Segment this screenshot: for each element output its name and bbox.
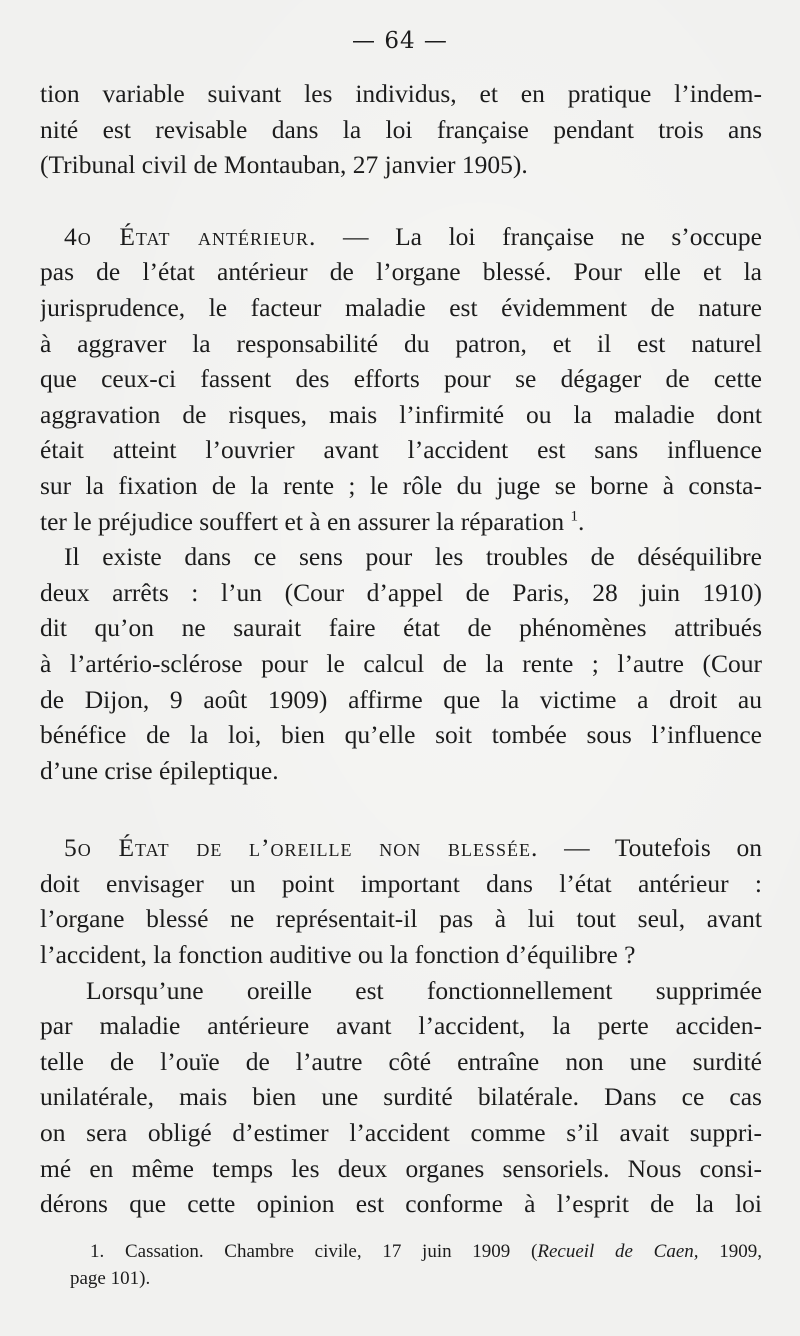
text-line: unilatérale, mais bien une surdité bilatérale. Dans ce cas xyxy=(40,1082,762,1112)
text-line: telle de l’ouïe de l’autre côté entraîne non une surdité xyxy=(40,1046,762,1076)
text-line: deux arrêts : l’un (Cour d’appel de Paris, 28 juin 1910) xyxy=(40,577,762,607)
text-line: aggravation de risques, mais l’infirmité ou la maladie dont xyxy=(40,399,762,429)
text-line: mé en même temps les deux organes sensoriels. Nous consi- xyxy=(40,1153,762,1183)
section-etat-anterieur xyxy=(40,219,762,789)
text-line: doit envisager un point important dans l’état antérieur : xyxy=(40,868,762,898)
text-span: — Toutefois on xyxy=(564,833,762,863)
body-text xyxy=(40,76,762,1222)
footnote-line: page 101). xyxy=(70,1268,151,1289)
page-number: — 64 — xyxy=(352,28,448,54)
text-line: par maladie antérieure avant l’accident, la perte acciden- xyxy=(40,1011,762,1041)
text-line: dit qu’on ne saurait faire état de phénomènes attribués xyxy=(40,613,762,643)
text-line: bénéfice de la loi, bien qu’elle soit tombée sous l’influence xyxy=(40,720,762,750)
text-line: l’accident, la fonction auditive ou la fonction d’équilibre ? xyxy=(40,940,636,970)
text-span: ter le préjudice souffert et à en assurer la réparation xyxy=(40,506,565,536)
section-first-line xyxy=(40,219,762,255)
text-line: à l’artério-sclérose pour le calcul de la rente ; l’autre (Cour xyxy=(40,648,762,678)
text-line: dérons que cette opinion est conforme à l’esprit de la loi xyxy=(40,1189,762,1219)
section-oreille-non-blessee xyxy=(40,830,762,1222)
text-line: nité est revisable dans la loi française pendant trois ans xyxy=(40,114,762,144)
text-line: Il existe dans ce sens pour les troubles de déséquilibre xyxy=(64,542,762,572)
text-line: ter le préjudice souffert et à en assurer la réparation $^1$. xyxy=(40,506,585,536)
text-line: sur la fixation de la rente ; le rôle du juge se borne à consta- xyxy=(40,470,762,500)
text-line: pas de l’état antérieur de l’organe blessé. Pour elle et la xyxy=(40,257,762,287)
text-line: à aggraver la responsabilité du patron, et il est naturel xyxy=(40,328,762,358)
section-heading: 5o État de l’oreille non blessée. xyxy=(64,833,539,863)
text-line: l’organe blessé ne représentait-il pas à lui tout seul, avant xyxy=(40,904,762,934)
text-line: Lorsqu’une oreille est fonctionnellement supprimée xyxy=(86,975,762,1005)
text-line: que ceux-ci fassent des efforts pour se dégager de cette xyxy=(40,364,762,394)
text-line: était atteint l’ouvrier avant l’accident est sans influence xyxy=(40,435,762,465)
footnote-source: Recueil de Caen, xyxy=(537,1241,699,1262)
footnote-text: 1. Cassation. Chambre civile, 17 juin 1909 ( xyxy=(90,1241,538,1262)
footnote-marker: 1 xyxy=(570,508,579,525)
text-span: — La loi française ne s’occupe xyxy=(343,221,762,251)
paragraph-continuation xyxy=(40,76,762,183)
footnote xyxy=(40,1238,762,1292)
text-line: (Tribunal civil de Montauban, 27 janvier 1905). xyxy=(40,150,528,180)
text-line: on sera obligé d’estimer l’accident comme s’il avait suppri- xyxy=(40,1118,762,1148)
text-line: d’une crise épileptique. xyxy=(40,755,279,785)
section-heading: 4o État antérieur. xyxy=(64,221,317,251)
text-line: tion variable suivant les individus, et en pratique l’indem- xyxy=(40,79,762,108)
text-line: jurisprudence, le facteur maladie est évidemment de nature xyxy=(40,292,762,322)
footnote-line xyxy=(40,1238,762,1265)
text-line: de Dijon, 9 août 1909) affirme que la victime a droit au xyxy=(40,684,762,714)
footnote-text: 1909, xyxy=(698,1241,762,1262)
section-first-line xyxy=(40,830,762,866)
